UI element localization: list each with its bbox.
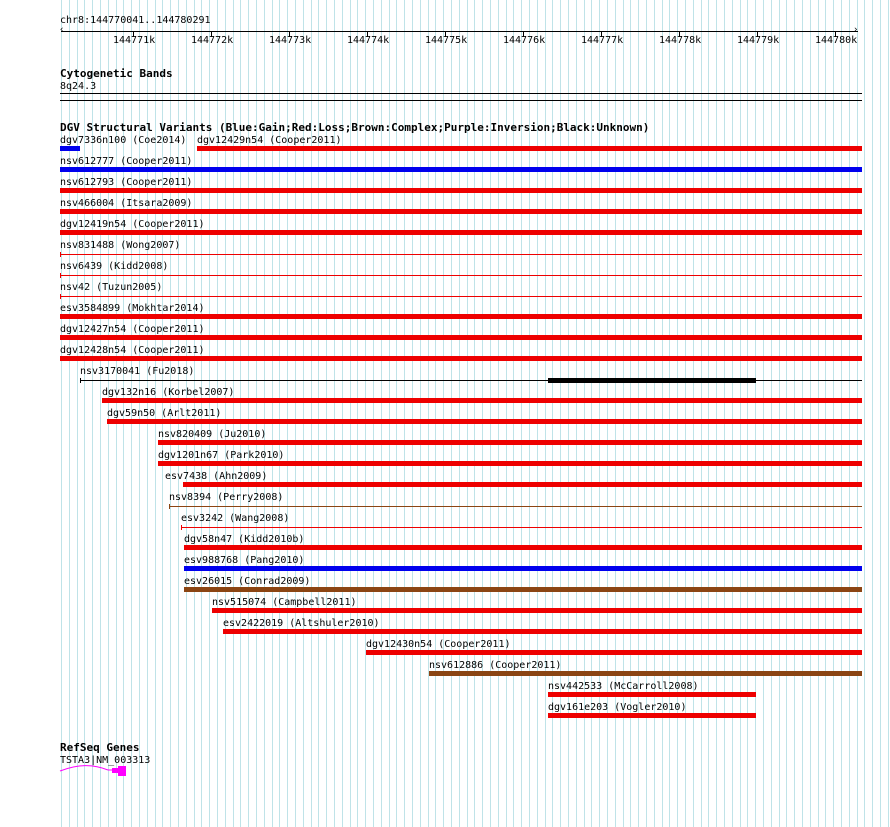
variant-label[interactable]: esv7438 (Ahn2009): [165, 471, 268, 482]
variant-label[interactable]: nsv466004 (Itsara2009): [60, 198, 193, 209]
variant-start-marker[interactable]: [183, 482, 184, 487]
variant-label[interactable]: nsv820409 (Ju2010): [158, 429, 267, 440]
variant-bar[interactable]: [223, 629, 862, 634]
variant-label[interactable]: dgv12419n54 (Cooper2011): [60, 219, 205, 230]
variant-label[interactable]: nsv831488 (Wong2007): [60, 240, 181, 251]
variant-bar[interactable]: [158, 461, 862, 466]
grid-line: [755, 0, 756, 827]
variant-label[interactable]: dgv59n50 (Arlt2011): [107, 408, 222, 419]
ruler-tick-label: 144771k: [113, 35, 156, 46]
grid-line: [818, 0, 819, 827]
grid-line: [771, 0, 772, 827]
dgv-track-title: DGV Structural Variants (Blue:Gain;Red:Loss;Brown:Complex;Purple:Inversion;Black:Unknown): [60, 121, 650, 134]
variant-start-marker[interactable]: [60, 252, 61, 257]
variant-bar[interactable]: [60, 314, 862, 319]
variant-label[interactable]: nsv442533 (McCarroll2008): [548, 681, 699, 692]
grid-line: [794, 0, 795, 827]
grid-line: [888, 0, 889, 827]
variant-start-marker[interactable]: [80, 378, 81, 383]
variant-label[interactable]: esv3584899 (Mokhtar2014): [60, 303, 205, 314]
ruler-tick-label: 144780k: [815, 35, 858, 46]
grid-line: [810, 0, 811, 827]
variant-label[interactable]: dgv12428n54 (Cooper2011): [60, 345, 205, 356]
variant-bar[interactable]: [102, 398, 862, 403]
variant-bar[interactable]: [60, 188, 862, 193]
variant-bar[interactable]: [60, 296, 862, 297]
grid-line: [779, 0, 780, 827]
grid-line: [740, 0, 741, 827]
variant-label[interactable]: dgv161e203 (Vogler2010): [548, 702, 687, 713]
ruler-line: [61, 31, 858, 32]
ruler-tick-label: 144778k: [659, 35, 702, 46]
location-label: chr8:144770041..144780291: [60, 15, 211, 26]
variant-start-marker[interactable]: [169, 504, 170, 509]
cytoband-top-line: [60, 93, 862, 94]
variant-label[interactable]: nsv8394 (Perry2008): [169, 492, 284, 503]
variant-label[interactable]: nsv42 (Tuzun2005): [60, 282, 163, 293]
refseq-track-title: RefSeq Genes: [60, 741, 140, 754]
variant-bar[interactable]: [60, 209, 862, 214]
variant-label[interactable]: dgv1201n67 (Park2010): [158, 450, 285, 461]
ruler-left-arrow-icon[interactable]: ‹: [59, 25, 65, 35]
variant-label[interactable]: nsv6439 (Kidd2008): [60, 261, 169, 272]
ruler-tick-label: 144775k: [425, 35, 468, 46]
grid-line: [732, 0, 733, 827]
grid-line: [701, 0, 702, 827]
variant-bar[interactable]: [548, 692, 756, 697]
variant-bar[interactable]: [60, 335, 862, 340]
variant-label[interactable]: esv3242 (Wang2008): [181, 513, 290, 524]
variant-bar[interactable]: [184, 566, 862, 571]
ruler-tick-label: 144777k: [581, 35, 624, 46]
variant-bar[interactable]: [169, 506, 862, 507]
variant-label[interactable]: dgv12430n54 (Cooper2011): [366, 639, 511, 650]
variant-bar[interactable]: [60, 146, 80, 151]
grid-line: [708, 0, 709, 827]
cytoband-label: 8q24.3: [60, 81, 97, 92]
variant-label[interactable]: dgv7336n100 (Coe2014): [60, 135, 187, 146]
grid-line: [872, 0, 873, 827]
grid-line: [802, 0, 803, 827]
variant-bar[interactable]: [429, 671, 862, 676]
variant-label[interactable]: nsv515074 (Campbell2011): [212, 597, 357, 608]
variant-thick-segment[interactable]: [548, 378, 756, 383]
variant-bar[interactable]: [366, 650, 862, 655]
grid-line: [786, 0, 787, 827]
variant-start-marker[interactable]: [60, 294, 61, 299]
gene-utr: [112, 768, 118, 773]
variant-bar[interactable]: [60, 275, 862, 276]
ruler-tick-label: 144776k: [503, 35, 546, 46]
ruler-tick-label: 144779k: [737, 35, 780, 46]
variant-label[interactable]: dgv12429n54 (Cooper2011): [197, 135, 342, 146]
grid-line: [825, 0, 826, 827]
variant-label[interactable]: nsv3170041 (Fu2018): [80, 366, 195, 377]
gene-model[interactable]: [58, 762, 130, 778]
ruler-right-arrow-icon[interactable]: ›: [853, 25, 859, 35]
cytoband-track-title: Cytogenetic Bands: [60, 67, 173, 80]
variant-bar[interactable]: [107, 419, 862, 424]
variant-start-marker[interactable]: [60, 273, 61, 278]
grid-line: [849, 0, 850, 827]
variant-bar[interactable]: [212, 608, 862, 613]
grid-line: [724, 0, 725, 827]
variant-label[interactable]: esv26015 (Conrad2009): [184, 576, 311, 587]
refseq-gene-label[interactable]: TSTA3|NM_003313: [60, 755, 151, 766]
ruler-tick-label: 144772k: [191, 35, 234, 46]
variant-label[interactable]: nsv612886 (Cooper2011): [429, 660, 562, 671]
cytoband-bottom-line: [60, 100, 862, 101]
grid-line: [841, 0, 842, 827]
grid-line: [833, 0, 834, 827]
variant-label[interactable]: nsv612777 (Cooper2011): [60, 156, 193, 167]
variant-label[interactable]: esv2422019 (Altshuler2010): [223, 618, 380, 629]
variant-start-marker[interactable]: [181, 525, 182, 530]
ruler-tick-label: 144774k: [347, 35, 390, 46]
grid-line: [763, 0, 764, 827]
gene-exon: [118, 766, 126, 776]
grid-line: [747, 0, 748, 827]
variant-label[interactable]: dgv58n47 (Kidd2010b): [184, 534, 305, 545]
variant-bar[interactable]: [184, 545, 862, 550]
variant-bar[interactable]: [548, 713, 756, 718]
variant-bar[interactable]: [60, 167, 862, 172]
grid-line: [857, 0, 858, 827]
variant-bar[interactable]: [158, 440, 862, 445]
gene-intron: [60, 766, 108, 771]
variant-label[interactable]: dgv12427n54 (Cooper2011): [60, 324, 205, 335]
grid-line: [880, 0, 881, 827]
variant-label[interactable]: esv988768 (Pang2010): [184, 555, 305, 566]
grid-line: [864, 0, 865, 827]
variant-bar[interactable]: [181, 527, 862, 528]
variant-bar[interactable]: [197, 146, 862, 151]
variant-bar[interactable]: [60, 356, 862, 361]
variant-bar[interactable]: [184, 587, 862, 592]
variant-bar[interactable]: [60, 254, 862, 255]
variant-label[interactable]: nsv612793 (Cooper2011): [60, 177, 193, 188]
variant-bar[interactable]: [60, 230, 862, 235]
ruler-tick-label: 144773k: [269, 35, 312, 46]
grid-line: [693, 0, 694, 827]
variant-label[interactable]: dgv132n16 (Korbel2007): [102, 387, 235, 398]
variant-bar[interactable]: [183, 482, 862, 487]
grid-line: [716, 0, 717, 827]
